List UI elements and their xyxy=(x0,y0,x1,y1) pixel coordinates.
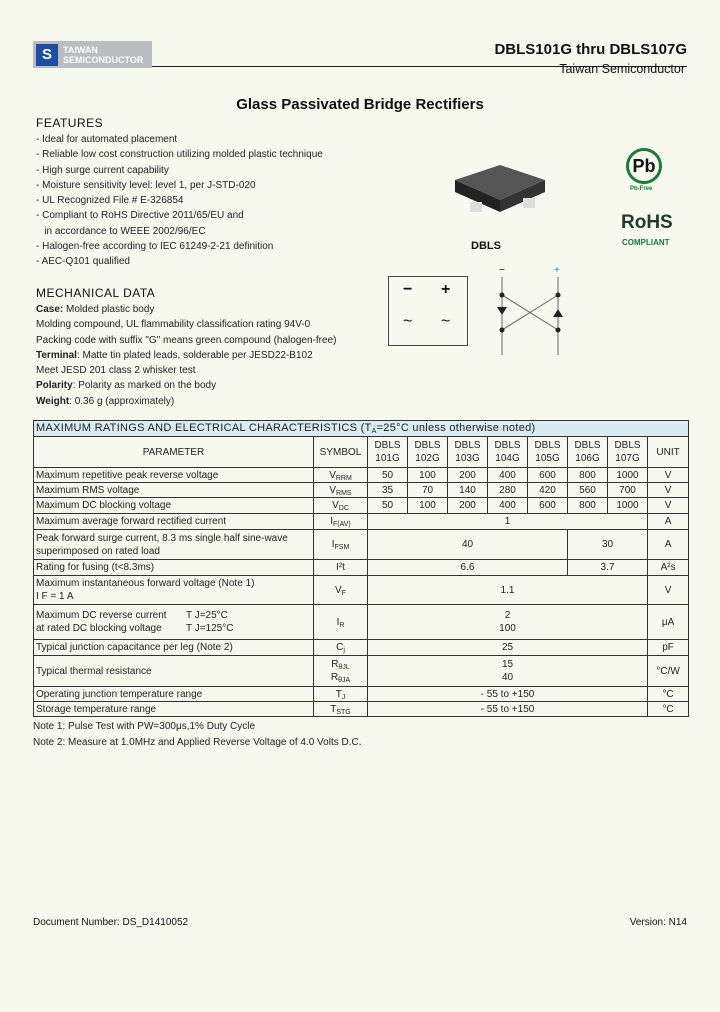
mechanical-value: Molded plastic body xyxy=(63,304,155,315)
symbol-cell: $I_{FSM}$ xyxy=(314,530,368,560)
symbol-cell: I²t xyxy=(314,560,368,576)
version: Version: N14 xyxy=(629,917,687,928)
unit-cell: V xyxy=(648,483,689,498)
header-unit: UNIT xyxy=(648,437,689,468)
rohs-logo: RoHS xyxy=(621,212,673,233)
svg-text:−: − xyxy=(499,265,505,276)
mechanical-value: : 0.36 g (approximately) xyxy=(69,395,175,407)
pb-free-label: Pb-Free xyxy=(630,186,653,192)
table-row xyxy=(34,702,689,717)
unit-cell: V xyxy=(648,498,689,514)
value-cell: 35 xyxy=(368,483,408,498)
pin-minus: − xyxy=(403,281,413,298)
value-cell: 30 xyxy=(568,530,648,560)
logo-text-2: SEMICONDUCTOR xyxy=(63,54,144,65)
mechanical-value: Meet JESD 201 class 2 whisker test xyxy=(36,365,196,377)
ratings-section xyxy=(33,420,688,749)
symbol-cell: $I_R$ xyxy=(314,605,368,640)
value-cell: 50 xyxy=(368,498,408,514)
features-heading: FEATURES xyxy=(36,116,104,130)
table-row xyxy=(34,530,689,560)
ratings-table xyxy=(33,420,689,717)
feature-item: in accordance to WEEE 2002/96/EC xyxy=(36,225,206,237)
svg-text:+: + xyxy=(554,265,560,276)
value-cell: 420 xyxy=(528,483,568,498)
mechanical-item xyxy=(36,302,336,317)
symbol-cell: $V_{RRM}$ xyxy=(314,468,368,483)
header-part: DBLS 104G xyxy=(488,437,528,468)
table-row xyxy=(34,514,689,530)
document-subtitle: Taiwan Semiconductor xyxy=(559,62,685,76)
parameter-cell: Maximum RMS voltage xyxy=(34,483,314,498)
pin-plus: + xyxy=(441,281,451,298)
unit-cell: A xyxy=(648,530,689,560)
unit-cell: A²s xyxy=(648,560,689,576)
value-cell: 1 xyxy=(368,514,648,530)
value-cell: 2 100 xyxy=(368,605,648,640)
mechanical-value: : Polarity as marked on the body xyxy=(72,380,217,392)
symbol-cell: $V_{RMS}$ xyxy=(314,483,368,498)
value-cell: 800 xyxy=(568,498,608,514)
mechanical-item xyxy=(36,378,336,393)
parameter-cell: Maximum DC blocking voltage xyxy=(34,498,314,514)
feature-item: - Reliable low cost construction utilizing molded plastic technique xyxy=(36,149,323,161)
symbol-cell: $T_J$ xyxy=(314,687,368,702)
mechanical-item xyxy=(36,363,336,378)
unit-cell: μA xyxy=(648,605,689,640)
feature-item: - High surge current capability xyxy=(36,164,169,176)
symbol-cell: $R_{\theta JL}$ $R_{\theta JA}$ xyxy=(314,656,368,687)
parameter-cell: Maximum DC reverse current T J=25°C at rated DC blocking voltage T J=125°C xyxy=(34,605,314,640)
mechanical-item xyxy=(36,317,336,332)
value-cell: 25 xyxy=(368,640,648,656)
parameter-cell: Maximum repetitive peak reverse voltage xyxy=(34,468,314,483)
table-row xyxy=(34,605,689,640)
table-row xyxy=(34,576,689,605)
table-row xyxy=(34,656,689,687)
symbol-cell: $T_{STG}$ xyxy=(314,702,368,717)
table-caption: MAXIMUM RATINGS AND ELECTRICAL CHARACTERISTICS ($T_A=25^\circ C$ unless otherwise noted) xyxy=(34,421,689,437)
mechanical-item xyxy=(36,348,336,363)
header-part: DBLS 103G xyxy=(448,437,488,468)
unit-cell: V xyxy=(648,468,689,483)
unit-cell: °C xyxy=(648,702,689,717)
mechanical-value: Packing code with suffix "G" means green compound (halogen-free) xyxy=(36,334,337,346)
note-1: Note 1: Pulse Test with PW=300μs,1% Duty Cycle xyxy=(33,721,256,732)
rohs-compliant-label: COMPLIANT xyxy=(622,238,670,247)
mechanical-value: : Matte tin plated leads, solderable per JESD22-B102 xyxy=(76,349,313,361)
value-cell: 100 xyxy=(408,498,448,514)
value-cell: 15 40 xyxy=(368,656,648,687)
feature-item: - Moisture sensitivity level: level 1, per J-STD-020 xyxy=(36,179,256,191)
feature-item: - Compliant to RoHS Directive 2011/65/EU and xyxy=(36,210,244,222)
parameter-cell: Rating for fusing (t<8.3ms) xyxy=(34,560,314,576)
bridge-schematic xyxy=(495,265,565,360)
parameter-cell: Operating junction temperature range xyxy=(34,687,314,702)
mechanical-item xyxy=(36,333,336,348)
value-cell: 140 xyxy=(448,483,488,498)
value-cell: 50 xyxy=(368,468,408,483)
value-cell: 700 xyxy=(608,483,648,498)
table-row xyxy=(34,640,689,656)
table-row xyxy=(34,560,689,576)
value-cell: 200 xyxy=(448,498,488,514)
feature-item: - UL Recognized File # E-326854 xyxy=(36,195,184,207)
pb-free-icon: Pb xyxy=(626,148,662,184)
mechanical-list xyxy=(36,302,336,409)
logo-mark: S xyxy=(36,44,58,66)
document-number: Document Number: DS_D1410052 xyxy=(33,917,189,928)
feature-item: - Ideal for automated placement xyxy=(36,134,178,145)
company-logo xyxy=(33,41,152,68)
symbol-cell: $C_j$ xyxy=(314,640,368,656)
mechanical-label: Weight xyxy=(36,395,70,407)
pin-ac-2: ~ xyxy=(441,313,451,330)
mechanical-heading: MECHANICAL DATA xyxy=(36,286,156,300)
symbol-cell: $V_{DC}$ xyxy=(314,498,368,514)
parameter-cell: Maximum instantaneous forward voltage (Note 1) I F = 1 A xyxy=(34,576,314,605)
header-part: DBLS 106G xyxy=(568,437,608,468)
unit-cell: A xyxy=(648,514,689,530)
value-cell: 400 xyxy=(488,498,528,514)
unit-cell: °C xyxy=(648,687,689,702)
value-cell: 100 xyxy=(408,468,448,483)
package-image xyxy=(445,160,555,230)
parameter-cell: Maximum average forward rectified current xyxy=(34,514,314,530)
value-cell: 800 xyxy=(568,468,608,483)
unit-cell: V xyxy=(648,576,689,605)
features-list xyxy=(36,132,323,270)
value-cell: 6.6 xyxy=(368,560,568,576)
value-cell: 1000 xyxy=(608,498,648,514)
pinout-diagram xyxy=(388,276,468,346)
value-cell: 600 xyxy=(528,468,568,483)
value-cell: 600 xyxy=(528,498,568,514)
unit-cell: pF xyxy=(648,640,689,656)
symbol-cell: $V_F$ xyxy=(314,576,368,605)
mechanical-label: Case: xyxy=(36,304,64,315)
header-part: DBLS 101G xyxy=(368,437,408,468)
mechanical-label: Terminal xyxy=(36,349,77,361)
header-part: DBLS 102G xyxy=(408,437,448,468)
header-part: DBLS 105G xyxy=(528,437,568,468)
feature-item: - AEC-Q101 qualified xyxy=(36,256,130,268)
value-cell: 70 xyxy=(408,483,448,498)
table-row xyxy=(34,483,689,498)
note-2: Note 2: Measure at 1.0MHz and Applied Reverse Voltage of 4.0 Volts D.C. xyxy=(33,737,362,748)
table-row xyxy=(34,498,689,514)
mechanical-label: Polarity xyxy=(36,380,73,392)
document-title: DBLS101G thru DBLS107G xyxy=(494,41,687,58)
parameter-cell: Storage temperature range xyxy=(34,702,314,717)
mechanical-item xyxy=(36,394,336,409)
value-cell: 1000 xyxy=(608,468,648,483)
main-title: Glass Passivated Bridge Rectifiers xyxy=(236,96,484,113)
unit-cell: °C/W xyxy=(648,656,689,687)
table-row xyxy=(34,468,689,483)
value-cell: 560 xyxy=(568,483,608,498)
value-cell: 40 xyxy=(368,530,568,560)
value-cell: - 55 to +150 xyxy=(368,702,648,717)
pin-ac-1: ~ xyxy=(403,313,413,330)
value-cell: 200 xyxy=(448,468,488,483)
symbol-cell: $I_{F(AV)}$ xyxy=(314,514,368,530)
mechanical-value: Molding compound, UL flammability classification rating 94V-0 xyxy=(36,319,311,331)
parameter-cell: Peak forward surge current, 8.3 ms single half sine-wave superimposed on rated load xyxy=(34,530,314,560)
value-cell: 3.7 xyxy=(568,560,648,576)
header-symbol: SYMBOL xyxy=(314,437,368,468)
parameter-cell: Typical thermal resistance xyxy=(34,656,314,687)
header-part: DBLS 107G xyxy=(608,437,648,468)
value-cell: - 55 to +150 xyxy=(368,687,648,702)
value-cell: 280 xyxy=(488,483,528,498)
feature-item: - Halogen-free according to IEC 61249-2-21 definition xyxy=(36,241,274,253)
value-cell: 1.1 xyxy=(368,576,648,605)
value-cell: 400 xyxy=(488,468,528,483)
header-parameter: PARAMETER xyxy=(34,437,314,468)
parameter-cell: Typical junction capacitance per leg (Note 2) xyxy=(34,640,314,656)
table-row xyxy=(34,687,689,702)
logo-text-1: TAIWAN xyxy=(63,44,98,55)
package-label: DBLS xyxy=(471,240,501,252)
